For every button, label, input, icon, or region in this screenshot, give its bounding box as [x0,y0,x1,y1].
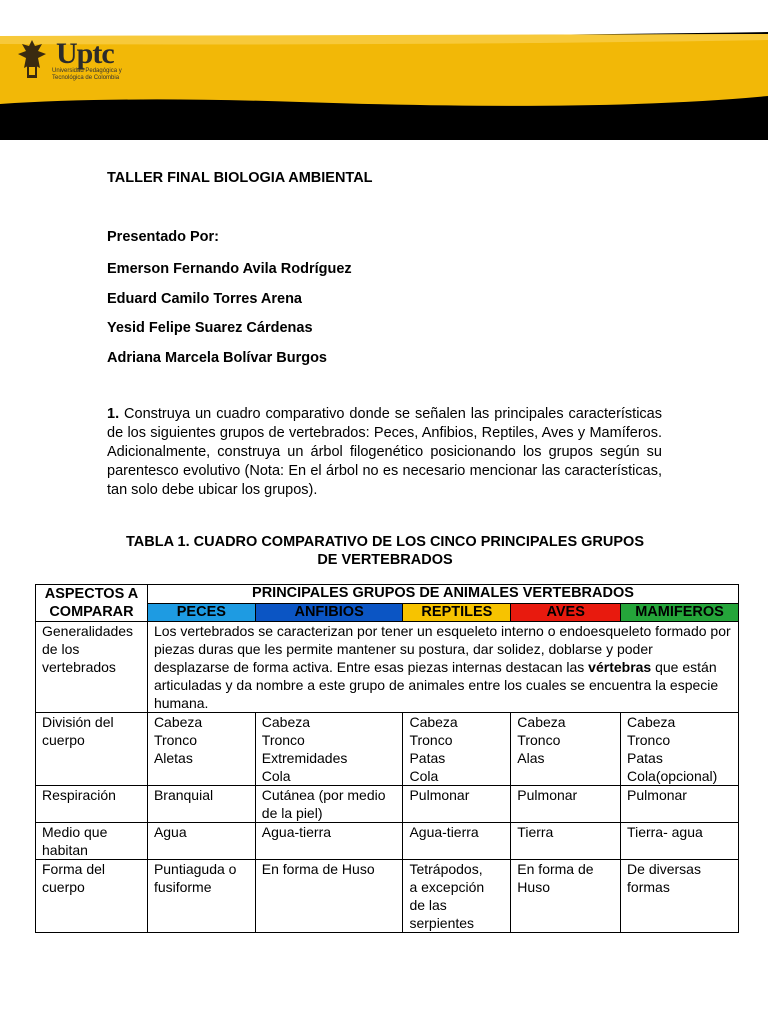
table-cell: Tierra [511,823,621,860]
row-label: Medio que habitan [36,823,148,860]
table-cell: Agua-tierra [403,823,511,860]
table-cell: Cabeza Tronco Alas [511,713,621,786]
table-cell: Tetrápodos, a excepción de las serpientes [403,860,511,933]
table-cell: Cutánea (por medio de la piel) [255,786,403,823]
row-label: Generalidades de los vertebrados [36,622,148,713]
author-name: Adriana Marcela Bolívar Burgos [107,350,327,366]
document-title: TALLER FINAL BIOLOGIA AMBIENTAL [107,170,373,186]
groups-header: PRINCIPALES GRUPOS DE ANIMALES VERTEBRADOS [147,585,738,604]
table-cell: Pulmonar [403,786,511,823]
comparison-table [35,584,739,933]
table-title [100,533,670,569]
table-cell: Cabeza Tronco Patas Cola [403,713,511,786]
logo-subtitle: Universidad Pedagógica y Tecnológica de Colombia [52,68,122,81]
author-name: Yesid Felipe Suarez Cárdenas [107,320,313,336]
group-aves: AVES [511,603,621,622]
table-row [36,713,739,786]
table-cell: Tierra- agua [621,823,739,860]
author-name: Eduard Camilo Torres Arena [107,291,302,307]
table-cell: Cabeza Tronco Extremidades Cola [255,713,403,786]
question-text: Construya un cuadro comparativo donde se señalen las principales características de los siguientes grupos de vertebrados: Peces, Anfibios, Reptiles, Aves y Mamíferos. Adicionalmente, construya un árbol filogenético posicionando los grupos según su parentesco evolutivo (Nota: En el árbol no es necesario mencionar las características, tan solo debe ubicar los grupos). [107,406,662,498]
row-label: Forma del cuerpo [36,860,148,933]
table-cell: Agua [147,823,255,860]
row-label: División del cuerpo [36,713,148,786]
table-cell: Pulmonar [621,786,739,823]
table-cell: En forma de Huso [255,860,403,933]
table-row [36,823,739,860]
table-cell: Cabeza Tronco Patas Cola(opcional) [621,713,739,786]
logo-wordmark: Uptc [56,37,114,70]
row-label: Respiración [36,786,148,823]
author-name: Emerson Fernando Avila Rodríguez [107,261,352,277]
table-cell: Agua-tierra [255,823,403,860]
table-header-row [36,585,739,604]
presented-by-label: Presentado Por: [107,229,219,245]
table-row [36,786,739,823]
question-number: 1. [107,406,120,422]
eagle-crest-icon [16,38,48,82]
table-cell: Cabeza Tronco Aletas [147,713,255,786]
group-mamiferos: MAMIFEROS [621,603,739,622]
table-cell: En forma de Huso [511,860,621,933]
table-title-line: TABLA 1. CUADRO COMPARATIVO DE LOS CINCO PRINCIPALES GRUPOS [126,534,644,550]
table-cell: Puntiaguda o fusiforme [147,860,255,933]
table-title-line: DE VERTEBRADOS [317,552,453,568]
aspects-header: ASPECTOS A COMPARAR [36,585,148,622]
header-banner [0,0,768,140]
table-cell: Branquial [147,786,255,823]
table-cell: De diversas formas [621,860,739,933]
table-cell: Pulmonar [511,786,621,823]
general-description: Los vertebrados se caracterizan por tener un esqueleto interno o endoesqueleto formado por piezas duras que les permite mantener su postura, dar solidez, doblarse y poder desplazarse de forma activa. Entre esas piezas internas destacan las vértebras que están articuladas y da nombre a este grupo de animales entre los cuales se encuentra la especie humana. [147,622,738,713]
group-peces: PECES [147,603,255,622]
question-paragraph [107,405,662,500]
table-row [36,622,739,713]
table-row [36,860,739,933]
group-anfibios: ANFIBIOS [255,603,403,622]
group-reptiles: REPTILES [403,603,511,622]
